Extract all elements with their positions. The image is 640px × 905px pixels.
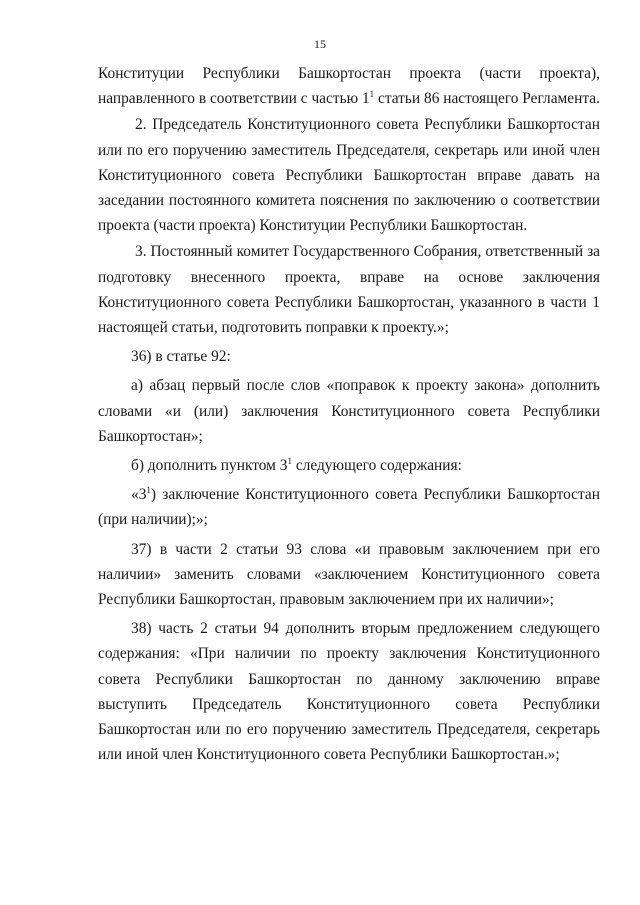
item-3-1-text [98, 482, 600, 532]
paragraph-text: Конституции Республики Башкортостан проекта (части проекта), направленного в соответствии с частью 1 [98, 65, 600, 108]
item-36: 36) в статье 92: [131, 348, 231, 366]
paragraph-continuation [98, 61, 600, 111]
paragraph-3: 3. Постоянный комитет Государственного Собрания, ответственный за подготовку внесенного проекта, вправе на основе заключения Конституционного совета Республики Башкортостан, указанного в части 1 настоящей статьи, подготовить поправки к проекту.»; [98, 243, 600, 337]
item-36-b [98, 453, 600, 478]
paragraph-text: «3 [131, 486, 147, 504]
item-37: 37) в части 2 статьи 93 слова «и правовым заключением при его наличии» заменить словами «заключением Конституционного совета Республики Башкортостан, правовым заключением при их наличии»; [98, 540, 600, 609]
paragraph-2: 2. Председатель Конституционного совета Республики Башкортостан или по его поручению заместитель Председателя, секретарь или иной член Конституционного совета Республики Башкортостан вправе давать на заседании постоянного комитета пояснения по заключению о соответствии проекта (части проекта) Конституции Республики Башкортостан. [98, 116, 600, 235]
superscript: 1 [287, 456, 292, 467]
paragraph-text: ) заключение Конституционного совета Республики Башкортостан (при наличии);»; [98, 486, 600, 529]
superscript: 1 [146, 485, 151, 496]
item-36-a: а) абзац первый после слов «поправок к проекту закона» дополнить словами «и (или) заключения Конституционного совета Республики Башкортостан»; [98, 377, 600, 445]
superscript: 1 [369, 89, 375, 100]
paragraph-text: б) дополнить пунктом 3 [131, 457, 288, 475]
document-body [98, 61, 600, 767]
item-38: 38) часть 2 статьи 94 дополнить вторым предложением следующего содержания: «При наличии по проекту заключения Конституционного совета Республики Башкортостан по данному заключению вправе выступить Председатель Конституционного совета Республики Башкортостан или по его поручению заместитель Председателя, секретарь или иной член Конституционного совета Республики Башкортостан.»; [98, 620, 600, 764]
page-number: 15 [314, 37, 326, 51]
paragraph-text: следующего содержания: [291, 457, 462, 475]
paragraph-text: статьи 86 настоящего Регламента. [374, 90, 600, 108]
